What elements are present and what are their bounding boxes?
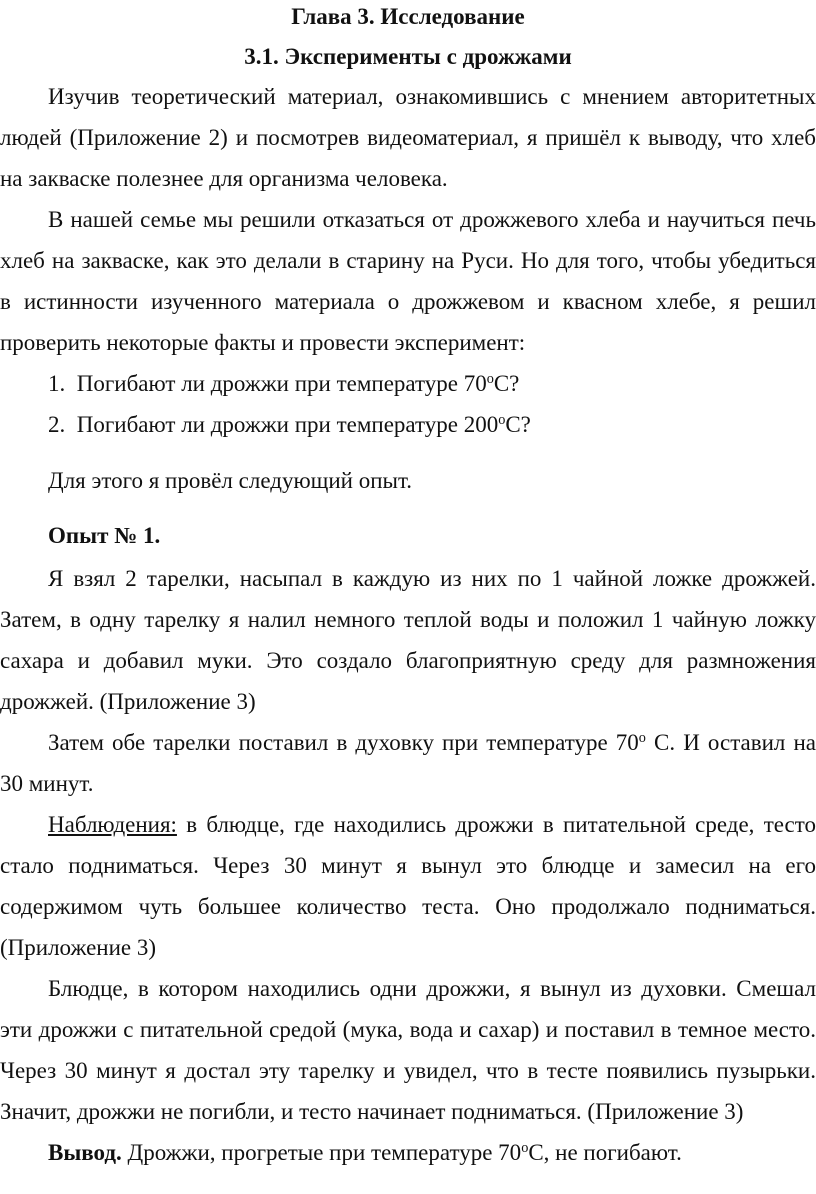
paragraph-line: дрожжей. (Приложение 3) [0,689,256,714]
degree-mark: о [498,412,506,429]
paragraph-line: (Приложение 3) [0,935,157,960]
paragraph-line: Блюдце, в котором находились одни дрожжи, я вынул из духовки. Смешал [48,976,816,1001]
paragraph-line: 30 минут. [0,771,94,796]
paragraph-line: людей (Приложение 2) и посмотрев видеоматериал, я пришёл к выводу, что хлеб [0,125,816,150]
degree-mark: о [521,1140,529,1157]
paragraph-line: стало подниматься. Через 30 минут я вынул это блюдце и замесил на его [0,853,816,878]
experiment-intro: Для этого я провёл следующий опыт. [48,468,413,493]
section-title: 3.1. Эксперименты с дрожжами [244,44,572,69]
list-unit: С? [505,412,531,437]
list-text: Погибают ли дрожжи при температуре 70 [76,371,487,396]
paragraph-line: Значит, дрожжи не погибли, и тесто начинает подниматься. (Приложение 3) [0,1099,744,1124]
paragraph-line [0,810,816,840]
paragraph-line: Я взял 2 тарелки, насыпал в каждую из них по 1 чайной ложке дрожжей. [48,566,816,591]
list-item [48,410,808,440]
paragraph-line [0,728,816,758]
paragraph-line: проверить некоторые факты и провести эксперимент: [0,330,526,355]
experiment-title: Опыт № 1. [48,523,161,548]
observations-label: Наблюдения: [48,812,177,837]
conclusion-label: Вывод. [48,1140,122,1165]
text-span: в блюдце, где находились дрожжи в питательной среде, тесто [176,812,816,837]
list-item [48,369,808,399]
paragraph-line: эти дрожжи с питательной средой (мука, вода и сахар) и поставил в темное место. [0,1017,816,1042]
list-number: 2. [48,412,66,437]
paragraph-line: хлеб на закваске, как это делали в старину на Руси. Но для того, чтобы убедиться [0,248,816,273]
chapter-title: Глава 3. Исследование [291,4,525,29]
list-unit: С? [493,371,520,396]
degree-mark: о [486,371,494,388]
paragraph-line: содержимом чуть большее количество теста. Оно продолжало подниматься. [0,894,816,919]
list-text: Погибают ли дрожжи при температуре 200 [76,412,499,437]
list-number: 1. [48,371,66,396]
text-span: Дрожжи, прогретые при температуре 70 [121,1140,522,1165]
paragraph-line: на закваске полезнее для организма человека. [0,166,448,191]
paragraph-line: Изучив теоретический материал, ознакомившись с мнением авторитетных [48,84,816,109]
text-span: С, не погибают. [528,1140,682,1165]
conclusion [48,1138,808,1168]
paragraph-line: В нашей семье мы решили отказаться от дрожжевого хлеба и научиться печь [48,207,816,232]
paragraph-line: сахара и добавил муки. Это создало благоприятную среду для размножения [0,648,816,673]
paragraph-line: Через 30 минут я достал эту тарелку и увидел, что в тесте появились пузырьки. [0,1058,816,1083]
text-span: Затем обе тарелки поставил в духовку при температуре 70 [48,730,639,755]
degree-mark: о [638,730,646,747]
paragraph-line: Затем, в одну тарелку я налил немного теплой воды и положил 1 чайную ложку [0,607,816,632]
text-span: С. И оставил на [645,730,816,755]
paragraph-line: в истинности изученного материала о дрожжевом и квасном хлебе, я решил [0,289,816,314]
